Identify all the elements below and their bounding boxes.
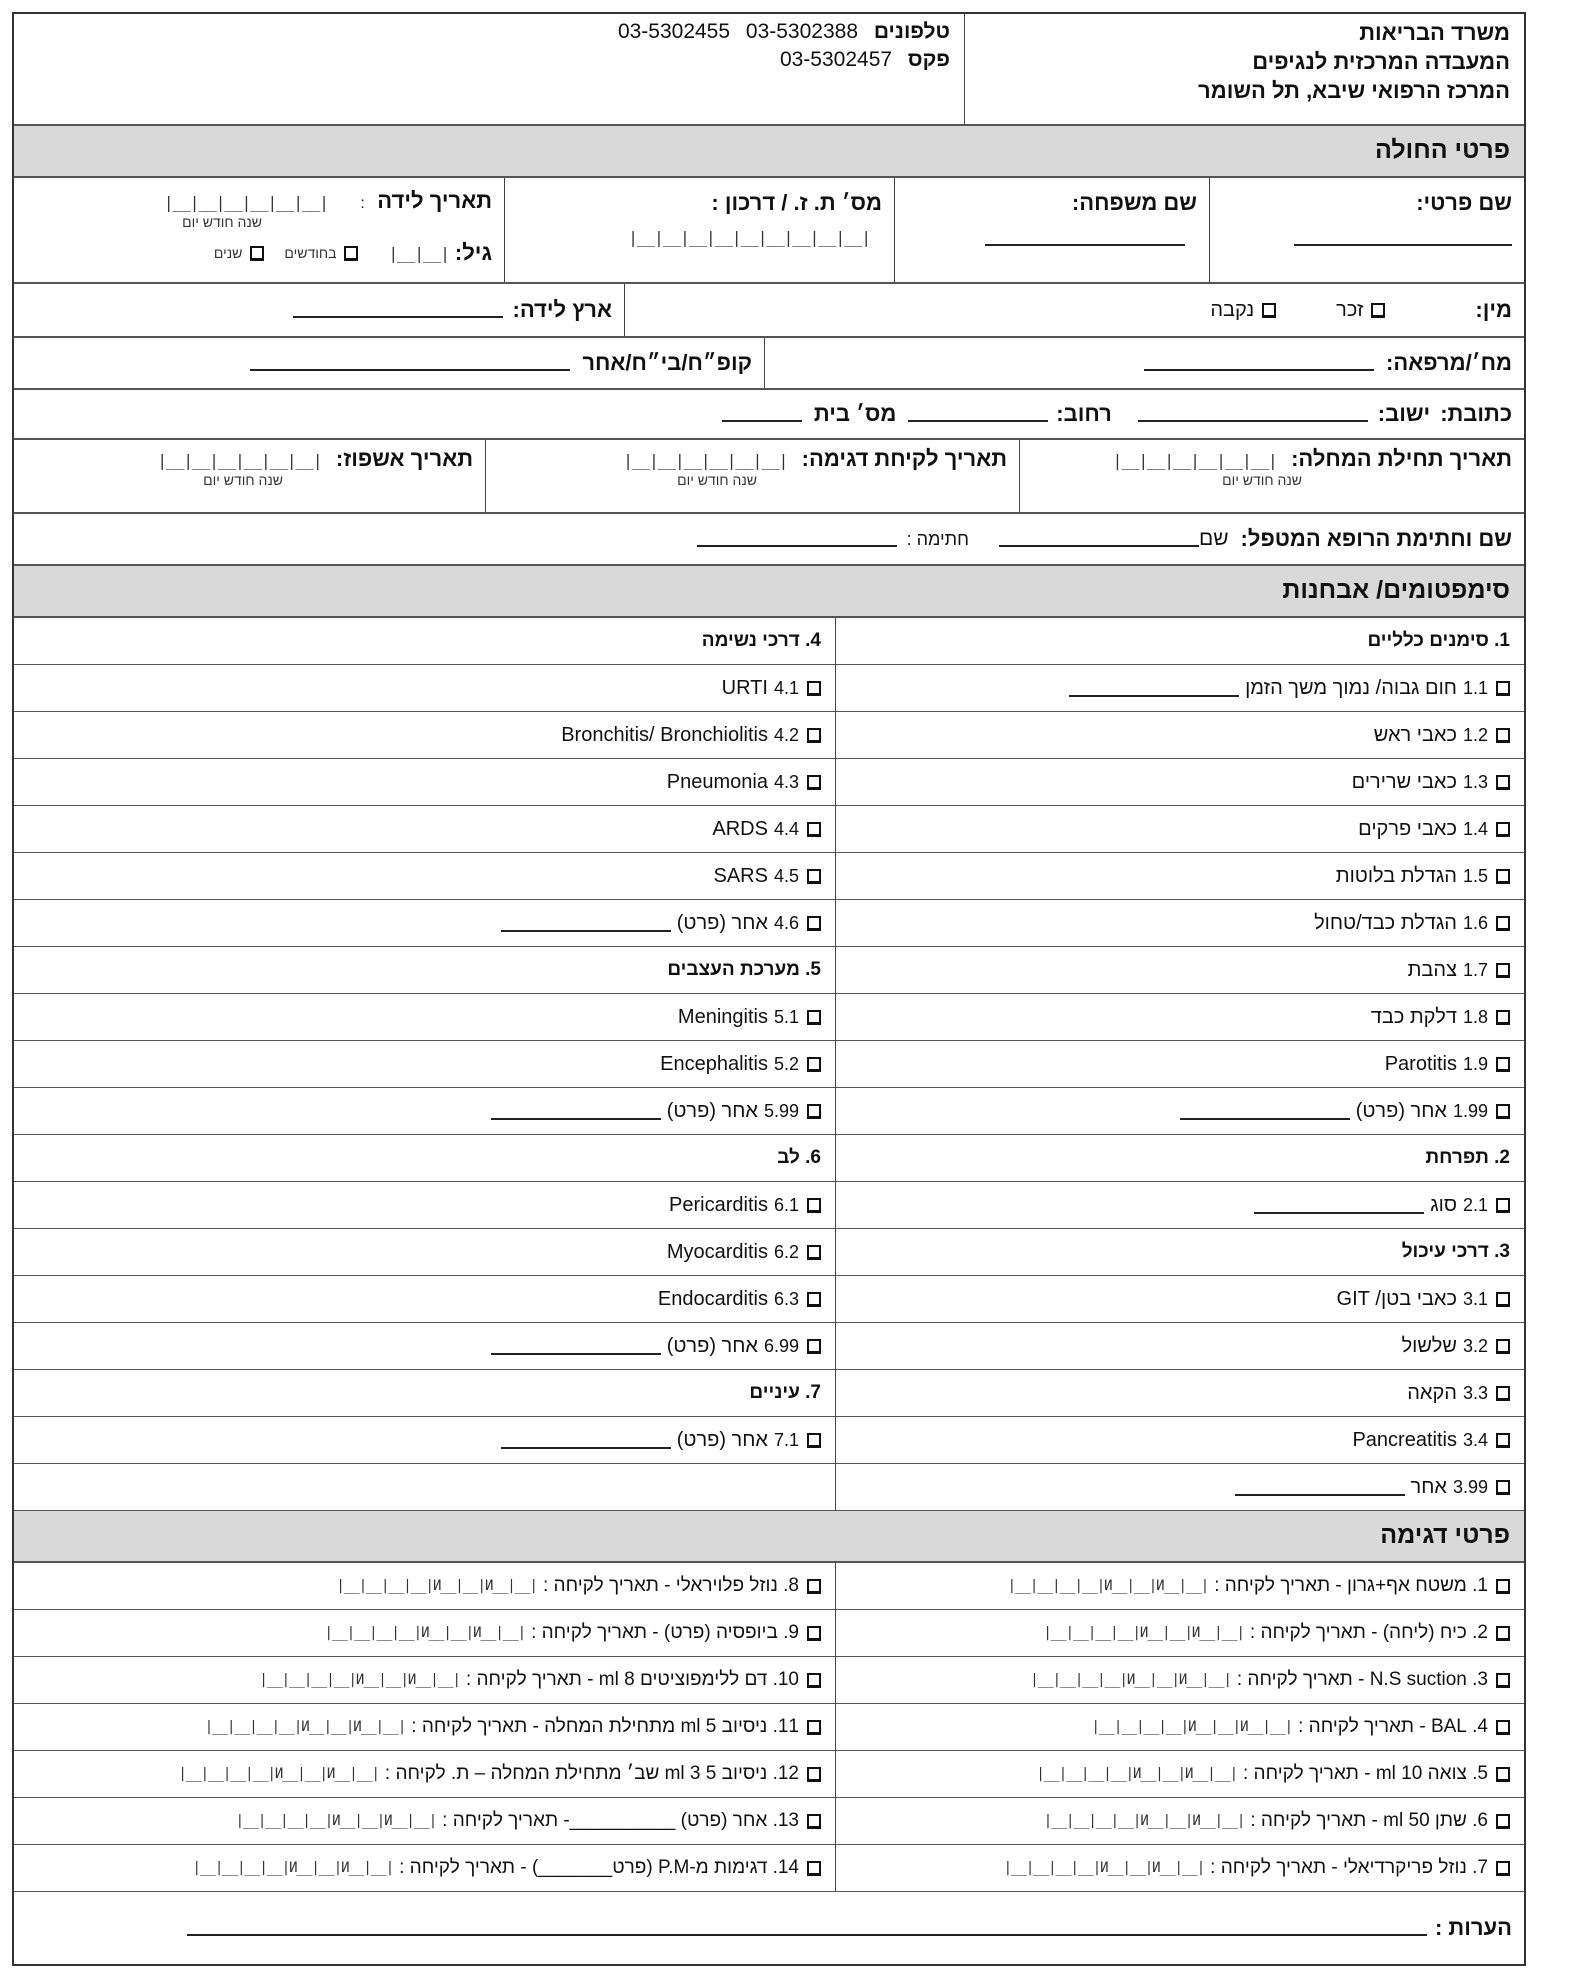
symptom-number: 7.1	[773, 1429, 799, 1450]
admission-date-hint: שנה חודש יום	[203, 472, 283, 488]
fax-label: פקס	[907, 48, 950, 71]
sample-item[interactable]	[14, 1610, 835, 1657]
patient-names-row	[14, 178, 1524, 284]
symptoms-grid	[14, 618, 1524, 1511]
symptom-item[interactable]	[14, 1041, 835, 1088]
sample-checkbox[interactable]	[807, 1673, 821, 1688]
symptom-number: 1.7	[1462, 959, 1488, 980]
symptom-label: כאבי בטן/ GIT	[1336, 1287, 1457, 1310]
contact-block	[14, 14, 964, 124]
onset-date-field	[1019, 440, 1524, 512]
sample-date-boxes[interactable]: |__|__|__|__|И__|__|И__|__|	[1043, 1813, 1245, 1829]
first-name-field[interactable]	[1209, 178, 1524, 282]
symptom-number: 5.2	[773, 1053, 799, 1074]
symptom-checkbox[interactable]	[807, 1104, 821, 1119]
onset-date-label: תאריך תחילת המחלה:	[1291, 446, 1512, 471]
symptom-label: Pericarditis	[669, 1193, 768, 1216]
notes-input-line[interactable]	[187, 1934, 1427, 1936]
symptom-group-title: 5. מערכת העצבים	[667, 959, 821, 980]
doctor-label: שם וחתימת הרופא המטפל:	[1240, 526, 1512, 551]
symptom-checkbox[interactable]	[1496, 1010, 1510, 1025]
sample-item[interactable]	[836, 1798, 1524, 1845]
symptom-number: 2.1	[1462, 1194, 1488, 1215]
symptom-label: אחר (פרט)	[676, 911, 768, 934]
id-number-boxes[interactable]: |__|__|__|__|__|__|__|__|__|	[628, 228, 870, 247]
symptom-checkbox[interactable]	[1496, 1386, 1510, 1401]
symptom-label: URTI	[721, 676, 768, 699]
symptom-detail-input-line[interactable]	[1235, 1494, 1405, 1496]
sample-item[interactable]	[14, 1563, 835, 1610]
symptom-group-heading	[14, 618, 835, 665]
last-name-input-line[interactable]	[985, 244, 1185, 246]
symptom-label: הגדלת בלוטות	[1335, 864, 1457, 887]
birth-country-field	[14, 284, 624, 336]
sample-label: 8. נוזל פלויראלי - תאריך לקיחה :	[542, 1575, 799, 1596]
doctor-row	[14, 514, 1524, 566]
symptoms-right-column	[835, 618, 1524, 1511]
symptom-label: אחר (פרט)	[1355, 1099, 1447, 1122]
sample-label: 4. BAL - תאריך לקיחה :	[1298, 1716, 1488, 1737]
symptom-label: כאבי פרקים	[1358, 817, 1457, 840]
symptom-checkbox[interactable]	[1496, 869, 1510, 884]
symptom-detail-input-line[interactable]	[491, 1118, 661, 1120]
department-field	[764, 338, 1524, 388]
sex-label: מין:	[1475, 297, 1512, 322]
fax-number: 03-5302457	[779, 48, 893, 71]
org-line-ministry: משרד הבריאות	[1359, 20, 1510, 45]
phone-number-2: 03-5302455	[617, 20, 731, 43]
sample-item[interactable]	[836, 1657, 1524, 1704]
form-header	[14, 14, 1524, 126]
patient-section-title: פרטי החולה	[14, 126, 1524, 178]
symptom-label: Pancreatitis	[1352, 1428, 1457, 1451]
signature-label: חתימה :	[906, 528, 969, 549]
notes-label: הערות :	[1434, 1915, 1512, 1940]
sample-label: 6. שתן 50 ml - תאריך לקיחה :	[1250, 1810, 1488, 1831]
sample-date-boxes[interactable]: |__|__|__|__|И__|__|И__|__|	[1003, 1860, 1205, 1876]
symptom-checkbox[interactable]	[1496, 1433, 1510, 1448]
symptom-checkbox[interactable]	[807, 775, 821, 790]
address-row	[14, 390, 1524, 440]
symptom-item[interactable]	[14, 1182, 835, 1229]
symptom-item[interactable]	[14, 1323, 835, 1370]
insurer-label: קופ״ח/בי״ח/אחר	[582, 350, 752, 375]
sample-date-boxes[interactable]: |__|__|__|__|И__|__|И__|__|	[178, 1766, 379, 1782]
symptom-number: 3.4	[1462, 1429, 1488, 1450]
symptom-label: ARDS	[712, 817, 768, 840]
symptom-label: כאבי שרירים	[1351, 770, 1457, 793]
sample-item[interactable]	[14, 1657, 835, 1704]
symptom-item[interactable]	[836, 1276, 1524, 1323]
sample-item[interactable]	[836, 1563, 1524, 1610]
birth-country-input-line[interactable]	[293, 316, 503, 318]
symptom-number: 1.1	[1462, 677, 1488, 698]
symptom-checkbox[interactable]	[807, 1339, 821, 1354]
years-checkbox[interactable]	[250, 246, 264, 261]
symptom-checkbox[interactable]	[1496, 1339, 1510, 1354]
symptom-group-title: 2. תפרחת	[1425, 1147, 1510, 1168]
symptom-label: חום גבוה/ נמוך משך הזמן	[1245, 676, 1457, 699]
sample-checkbox[interactable]	[1496, 1626, 1510, 1641]
first-name-label: שם פרטי:	[1416, 190, 1512, 215]
symptom-item[interactable]	[14, 1417, 835, 1464]
birth-date-age-field: תאריך לידה : |__|__|__|__|__|__| שנה חודש יום גיל: |__|__| בחודשים שנים	[14, 178, 504, 282]
symptom-checkbox[interactable]	[807, 869, 821, 884]
notes-field	[14, 1892, 1524, 1964]
symptom-item[interactable]	[14, 1276, 835, 1323]
symptom-group-title: 6. לב	[777, 1147, 821, 1168]
phones-label: טלפונים	[873, 20, 950, 43]
symptom-label: דלקת כבד	[1370, 1005, 1457, 1028]
street-input-line[interactable]	[908, 420, 1048, 422]
symptom-number: 1.8	[1462, 1006, 1488, 1027]
samples-grid	[14, 1563, 1524, 1892]
age-boxes[interactable]: |__|__|	[388, 243, 449, 263]
symptom-label: Pneumonia	[666, 770, 768, 793]
age-label: גיל:	[454, 240, 492, 265]
symptom-item[interactable]	[836, 1182, 1524, 1229]
sample-label: 14. דגימות מ-P.M (פרט_______) - תאריך לקיחה :	[399, 1857, 799, 1878]
symptom-number: 3.3	[1462, 1382, 1488, 1403]
symptom-number: 4.6	[773, 912, 799, 933]
symptom-item[interactable]	[836, 1041, 1524, 1088]
symptom-number: 1.5	[1462, 865, 1488, 886]
symptom-checkbox[interactable]	[1496, 1104, 1510, 1119]
symptom-label: Encephalitis	[660, 1052, 768, 1075]
symptom-label: כאבי ראש	[1373, 723, 1457, 746]
female-checkbox[interactable]	[1262, 303, 1276, 318]
symptom-checkbox[interactable]	[1496, 775, 1510, 790]
symptom-checkbox[interactable]	[807, 1057, 821, 1072]
symptom-detail-input-line[interactable]	[501, 1447, 671, 1449]
symptom-number: 4.2	[773, 724, 799, 745]
symptom-checkbox[interactable]	[807, 1433, 821, 1448]
sample-checkbox[interactable]	[807, 1861, 821, 1876]
symptom-checkbox[interactable]	[807, 916, 821, 931]
symptom-label: אחר (פרט)	[666, 1334, 758, 1357]
symptom-item[interactable]	[836, 759, 1524, 806]
department-input-line[interactable]	[1144, 369, 1374, 371]
organization-block	[964, 14, 1524, 124]
symptom-item[interactable]	[14, 1088, 835, 1135]
doctor-name-label: שם	[1198, 527, 1229, 550]
sample-label: 5. צואה 10 ml - תאריך לקיחה :	[1243, 1763, 1488, 1784]
house-number-label: מס׳ בית	[813, 401, 897, 426]
symptom-number: 4.4	[773, 818, 799, 839]
sample-item[interactable]	[836, 1704, 1524, 1751]
sample-checkbox[interactable]	[807, 1767, 821, 1782]
symptom-item[interactable]	[836, 1088, 1524, 1135]
empty-row	[14, 1464, 835, 1511]
symptom-detail-input-line[interactable]	[1069, 695, 1239, 697]
symptom-label: SARS	[713, 864, 768, 887]
symptom-item[interactable]	[836, 947, 1524, 994]
sample-checkbox[interactable]	[807, 1579, 821, 1594]
sample-label: 3. N.S suction - תאריך לקיחה :	[1236, 1669, 1488, 1690]
symptom-checkbox[interactable]	[1496, 1480, 1510, 1495]
symptom-item[interactable]	[836, 994, 1524, 1041]
symptom-group-heading	[836, 1135, 1524, 1182]
sample-checkbox[interactable]	[1496, 1814, 1510, 1829]
symptom-number: 4.5	[773, 865, 799, 886]
symptom-checkbox[interactable]	[807, 1292, 821, 1307]
symptom-number: 1.3	[1462, 771, 1488, 792]
sample-label: 11. ניסיוב 5 ml מתחילת המחלה - תאריך לקיחה :	[411, 1716, 799, 1737]
symptom-number: 1.9	[1462, 1053, 1488, 1074]
sex-field	[624, 284, 1524, 336]
samples-section-title: פרטי דגימה	[14, 1511, 1524, 1563]
sample-label: 9. ביופסיה (פרט) - תאריך לקיחה :	[531, 1622, 799, 1643]
symptom-label: Myocarditis	[666, 1240, 768, 1263]
symptom-group-heading	[836, 1229, 1524, 1276]
symptom-number: 6.1	[773, 1194, 799, 1215]
symptom-group-title: 7. עיניים	[749, 1382, 821, 1403]
symptom-number: 1.4	[1462, 818, 1488, 839]
sample-date-boxes[interactable]: |__|__|__|__|И__|__|И__|__|	[1036, 1766, 1237, 1782]
notes-row	[14, 1892, 1524, 1964]
sample-label: 1. משטח אף+גרון - תאריך לקיחה :	[1214, 1575, 1488, 1596]
last-name-label: שם משפחה:	[1071, 190, 1197, 215]
symptom-item[interactable]	[14, 853, 835, 900]
symptom-number: 5.99	[763, 1100, 799, 1121]
symptom-group-heading	[14, 1135, 835, 1182]
symptom-number: 6.99	[763, 1335, 799, 1356]
symptom-item[interactable]	[14, 712, 835, 759]
sample-checkbox[interactable]	[807, 1720, 821, 1735]
symptom-number: 4.1	[773, 677, 799, 698]
sample-date-boxes[interactable]: |__|__|__|__|И__|__|И__|__|	[259, 1672, 460, 1688]
symptom-label: שלשול	[1401, 1334, 1457, 1357]
symptom-item[interactable]	[14, 759, 835, 806]
sample-date-boxes[interactable]: |__|__|__|__|И__|__|И__|__|	[1091, 1719, 1293, 1735]
admission-date-label: תאריך אשפוז:	[335, 446, 473, 471]
insurer-input-line[interactable]	[250, 369, 570, 371]
sex-country-row	[14, 284, 1524, 338]
symptom-item[interactable]	[14, 994, 835, 1041]
symptom-detail-input-line[interactable]	[1180, 1118, 1350, 1120]
symptom-item[interactable]	[836, 806, 1524, 853]
symptom-detail-input-line[interactable]	[501, 930, 671, 932]
birth-date-boxes[interactable]: |__|__|__|__|__|__|	[163, 193, 328, 212]
symptom-item[interactable]	[836, 853, 1524, 900]
sample-date-boxes[interactable]: |__|__|__|__|И__|__|И__|__|	[204, 1719, 406, 1735]
sample-checkbox[interactable]	[807, 1814, 821, 1829]
symptom-group-heading	[14, 947, 835, 994]
symptom-checkbox[interactable]	[1496, 728, 1510, 743]
id-number-label: מס׳ ת. ז. / דרכון :	[711, 190, 882, 215]
birth-country-label: ארץ לידה:	[512, 297, 612, 322]
phone-number-1: 03-5302388	[745, 20, 858, 43]
symptom-item[interactable]	[14, 900, 835, 947]
symptom-item[interactable]	[836, 1417, 1524, 1464]
symptom-label: Bronchitis/ Bronchiolitis	[561, 723, 768, 746]
sample-date-hint: שנה חודש יום	[677, 472, 757, 488]
sample-date-boxes[interactable]: |__|__|__|__|И__|__|И__|__|	[192, 1860, 394, 1876]
symptom-item[interactable]	[836, 665, 1524, 712]
symptom-number: 6.2	[773, 1241, 799, 1262]
org-line-hospital: המרכז הרפואי שיבא, תל השומר	[1198, 78, 1510, 103]
symptom-item[interactable]	[836, 1370, 1524, 1417]
symptom-number: 3.1	[1462, 1288, 1488, 1309]
symptom-checkbox[interactable]	[807, 728, 821, 743]
org-line-lab: המעבדה המרכזית לנגיפים	[1252, 49, 1510, 74]
symptom-checkbox[interactable]	[807, 822, 821, 837]
department-insurer-row	[14, 338, 1524, 390]
doctor-name-input-line[interactable]	[999, 545, 1199, 547]
symptom-number: 1.6	[1462, 912, 1488, 933]
admission-date-boxes[interactable]: |__|__|__|__|__|__|	[157, 451, 322, 470]
address-label: כתובת:	[1440, 401, 1512, 426]
insurer-field	[14, 338, 764, 388]
sample-checkbox[interactable]	[807, 1626, 821, 1641]
department-label: מח׳/מרפאה:	[1386, 350, 1512, 375]
symptom-number: 4.3	[773, 771, 799, 792]
symptom-detail-input-line[interactable]	[1254, 1212, 1424, 1214]
symptom-group-title: 1. סימנים כלליים	[1367, 630, 1510, 651]
sample-date-field	[485, 440, 1019, 512]
male-label: זכר	[1336, 298, 1364, 321]
birth-date-label: תאריך לידה	[377, 188, 492, 213]
city-input-line[interactable]	[1138, 420, 1368, 422]
symptom-checkbox[interactable]	[1496, 1057, 1510, 1072]
symptom-checkbox[interactable]	[1496, 916, 1510, 931]
symptom-label: Endocarditis	[657, 1287, 768, 1310]
symptom-group-title: 4. דרכי נשימה	[701, 630, 821, 651]
symptom-label: אחר (פרט)	[676, 1428, 768, 1451]
symptom-item[interactable]	[836, 712, 1524, 759]
symptom-label: הגדלת כבד/טחול	[1314, 911, 1457, 934]
onset-date-boxes[interactable]: |__|__|__|__|__|__|	[1112, 451, 1277, 470]
city-label: ישוב:	[1377, 401, 1431, 426]
symptom-label: Parotitis	[1384, 1052, 1457, 1075]
symptom-number: 1.99	[1452, 1100, 1488, 1121]
sample-date-label: תאריך לקיחת דגימה:	[801, 446, 1007, 471]
last-name-field[interactable]	[894, 178, 1209, 282]
symptom-item[interactable]	[14, 1229, 835, 1276]
symptom-number: 1.2	[1462, 724, 1488, 745]
address-field	[14, 390, 1524, 438]
id-number-field[interactable]	[504, 178, 894, 282]
symptom-number: 3.2	[1462, 1335, 1488, 1356]
sample-date-boxes[interactable]: |__|__|__|__|И__|__|И__|__|	[1043, 1625, 1244, 1641]
symptom-item[interactable]	[14, 665, 835, 712]
symptom-label: הקאה	[1407, 1381, 1457, 1404]
symptoms-left-column	[14, 618, 835, 1511]
house-number-input-line[interactable]	[722, 420, 802, 422]
sample-date-boxes[interactable]: |__|__|__|__|__|__|	[623, 451, 788, 470]
sample-label: 12. ניסיוב 5 ml 3 שב׳ מתחילת המחלה – ת. לקיחה :	[384, 1763, 799, 1784]
months-label: בחודשים	[284, 245, 337, 261]
sample-date-boxes[interactable]: |__|__|__|__|И__|__|И__|__|	[324, 1625, 526, 1641]
sample-label: 2. כיח (ליחה) - תאריך לקיחה :	[1249, 1622, 1488, 1643]
sample-date-boxes[interactable]: |__|__|__|__|И__|__|И__|__|	[336, 1578, 537, 1594]
sample-date-boxes[interactable]: |__|__|__|__|И__|__|И__|__|	[1007, 1578, 1209, 1594]
sample-label: 13. אחר (פרט) __________- תאריך לקיחה :	[442, 1810, 799, 1831]
samples-left-column	[14, 1563, 835, 1892]
months-checkbox[interactable]	[344, 246, 358, 261]
symptom-checkbox[interactable]	[1496, 822, 1510, 837]
sample-checkbox[interactable]	[1496, 1720, 1510, 1735]
sample-item[interactable]	[14, 1704, 835, 1751]
symptom-group-title: 3. דרכי עיכול	[1401, 1241, 1510, 1262]
symptom-label: צהבת	[1407, 958, 1457, 981]
sample-item[interactable]	[836, 1751, 1524, 1798]
sample-item[interactable]	[14, 1798, 835, 1845]
female-label: נקבה	[1210, 298, 1255, 321]
symptom-group-heading	[14, 1370, 835, 1417]
street-label: רחוב:	[1056, 401, 1112, 426]
symptom-detail-input-line[interactable]	[491, 1353, 661, 1355]
symptom-number: 3.99	[1452, 1476, 1488, 1497]
symptom-checkbox[interactable]	[1496, 1292, 1510, 1307]
lab-request-form	[12, 12, 1526, 1966]
symptom-item[interactable]	[14, 806, 835, 853]
symptom-label: Meningitis	[677, 1005, 768, 1028]
sample-label: 7. נוזל פריקרדיאלי - תאריך לקיחה :	[1210, 1857, 1488, 1878]
symptom-number: 6.3	[773, 1288, 799, 1309]
symptom-group-heading	[836, 618, 1524, 665]
dates-row	[14, 440, 1524, 514]
symptom-item[interactable]	[836, 1464, 1524, 1511]
symptom-checkbox[interactable]	[1496, 963, 1510, 978]
first-name-input-line[interactable]	[1294, 244, 1512, 246]
sample-date-boxes[interactable]: |__|__|__|__|И__|__|И__|__|	[1030, 1672, 1231, 1688]
sample-checkbox[interactable]	[1496, 1579, 1510, 1594]
symptom-label: אחר	[1410, 1475, 1447, 1498]
doctor-field	[14, 514, 1524, 564]
symptom-checkbox[interactable]	[1496, 681, 1510, 696]
symptom-checkbox[interactable]	[807, 1198, 821, 1213]
male-checkbox[interactable]	[1371, 303, 1385, 318]
sample-checkbox[interactable]	[1496, 1673, 1510, 1688]
symptom-item[interactable]	[836, 900, 1524, 947]
samples-right-column	[835, 1563, 1524, 1892]
onset-date-hint: שנה חודש יום	[1222, 472, 1302, 488]
birth-date-hint: שנה חודש יום	[182, 214, 262, 230]
symptom-checkbox[interactable]	[807, 1010, 821, 1025]
sample-checkbox[interactable]	[1496, 1767, 1510, 1782]
sample-date-boxes[interactable]: |__|__|__|__|И__|__|И__|__|	[235, 1813, 437, 1829]
sample-label: 10. דם ללימפוציטים 8 ml - תאריך לקיחה :	[465, 1669, 799, 1690]
sample-item[interactable]	[836, 1845, 1524, 1892]
sample-item[interactable]	[14, 1751, 835, 1798]
symptom-checkbox[interactable]	[807, 1245, 821, 1260]
years-label: שנים	[213, 245, 243, 261]
sample-item[interactable]	[14, 1845, 835, 1892]
symptom-number: 5.1	[773, 1006, 799, 1027]
symptoms-section-title: סימפטומים/ אבחנות	[14, 566, 1524, 618]
symptom-item[interactable]	[836, 1323, 1524, 1370]
sample-item[interactable]	[836, 1610, 1524, 1657]
symptom-checkbox[interactable]	[807, 681, 821, 696]
signature-input-line[interactable]	[697, 545, 897, 547]
admission-date-field	[14, 440, 485, 512]
sample-checkbox[interactable]	[1496, 1861, 1510, 1876]
symptom-label: אחר (פרט)	[666, 1099, 758, 1122]
symptom-label: סוג	[1430, 1193, 1457, 1216]
symptom-checkbox[interactable]	[1496, 1198, 1510, 1213]
